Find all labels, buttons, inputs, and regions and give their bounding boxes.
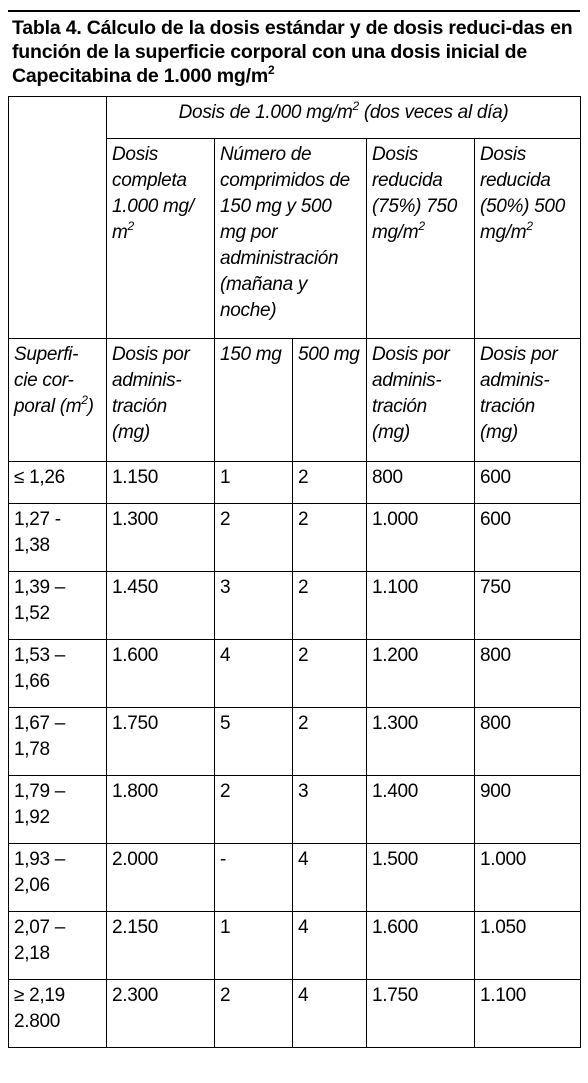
cell-surface-line: ≤ 1,26: [14, 467, 65, 488]
cell-surface-line: ≥ 2,19: [14, 985, 65, 1006]
subheader-dose-admin-50: Dosis por adminis-tración (mg): [475, 339, 581, 462]
cell-full-dose: 1.600: [107, 640, 215, 708]
cell-reduced-75: 1.100: [367, 572, 475, 640]
cell-reduced-75: 1.500: [367, 844, 475, 912]
table-row: [9, 912, 581, 980]
cell-tablets-500: 2: [293, 504, 367, 572]
table-row: [9, 980, 581, 1048]
cell-surface: [9, 980, 107, 1048]
cell-tablets-150: 1: [215, 462, 293, 504]
cell-tablets-500: 3: [293, 776, 367, 844]
header-full-dose: [107, 139, 215, 339]
cell-full-dose: 2.300: [107, 980, 215, 1048]
cell-reduced-50: 1.000: [475, 844, 581, 912]
table-row: [9, 462, 581, 504]
cell-surface: [9, 572, 107, 640]
subheader-surface-sup: 2: [81, 393, 88, 407]
header-group-dose-suffix: (dos veces al día): [358, 102, 509, 123]
cell-surface-line: 1,39 –: [14, 577, 66, 598]
subheader-150mg: 150 mg: [215, 339, 293, 462]
subheader-500mg: 500 mg: [293, 339, 367, 462]
dose-table: [8, 96, 581, 1048]
cell-tablets-500: 2: [293, 640, 367, 708]
cell-tablets-150: 2: [215, 504, 293, 572]
cell-surface-line: 1,92: [14, 807, 50, 828]
cell-surface-line: 2,18: [14, 943, 50, 964]
cell-tablets-500: 2: [293, 708, 367, 776]
header-group-dose: [107, 97, 581, 139]
table-row: [9, 504, 581, 572]
cell-surface-line: 1,79 –: [14, 781, 66, 802]
cell-full-dose: 1.450: [107, 572, 215, 640]
cell-surface: [9, 640, 107, 708]
table-row: [9, 708, 581, 776]
cell-surface: [9, 776, 107, 844]
dose-table-body: [9, 97, 581, 1048]
cell-surface-line: 2,07 –: [14, 917, 66, 938]
header-reduced-50-sup: 2: [526, 219, 533, 233]
header-reduced-50: [475, 139, 581, 339]
header-row-group: [9, 97, 581, 139]
cell-reduced-50: 900: [475, 776, 581, 844]
cell-surface-line: 1,53 –: [14, 645, 66, 666]
cell-tablets-150: 5: [215, 708, 293, 776]
cell-surface-line: 1,78: [14, 739, 50, 760]
cell-surface-line: 1,66: [14, 671, 50, 692]
header-reduced-75: [367, 139, 475, 339]
cell-surface: [9, 504, 107, 572]
cell-tablets-500: 2: [293, 572, 367, 640]
header-reduced-75-text: Dosis reducida (75%) 750 mg/m: [372, 144, 457, 243]
header-full-dose-text: Dosis completa 1.000 mg/ m: [112, 144, 194, 243]
table-caption: [8, 10, 580, 96]
cell-reduced-50: 1.100: [475, 980, 581, 1048]
header-tablets-text: Número de comprimidos de 150 mg y 500 mg por administración (mañana y noche): [220, 144, 350, 321]
cell-tablets-150: -: [215, 844, 293, 912]
table-caption-superscript: 2: [267, 63, 275, 77]
cell-surface: [9, 708, 107, 776]
cell-tablets-500: 2: [293, 462, 367, 504]
subheader-dose-admin: Dosis por adminis-tración (mg): [107, 339, 215, 462]
cell-tablets-150: 4: [215, 640, 293, 708]
cell-reduced-50: 800: [475, 708, 581, 776]
cell-tablets-150: 1: [215, 912, 293, 980]
cell-reduced-75: 1.300: [367, 708, 475, 776]
cell-tablets-150: 2: [215, 980, 293, 1048]
header-corner-cell: [9, 97, 107, 339]
cell-reduced-75: 1.200: [367, 640, 475, 708]
table-row: [9, 844, 581, 912]
table-caption-text: Tabla 4. Cálculo de la dosis estándar y de dosis reduci-das en función de la superficie corporal con una dosis inicial de Capecitabina de 1.000 mg/m: [12, 17, 573, 87]
cell-surface-line: 2,06: [14, 875, 50, 896]
subheader-surface-suffix: ): [87, 396, 94, 417]
cell-surface-line: 1,27 -: [14, 509, 61, 530]
cell-surface: [9, 844, 107, 912]
cell-full-dose: 2.000: [107, 844, 215, 912]
cell-tablets-500: 4: [293, 912, 367, 980]
cell-tablets-500: 4: [293, 844, 367, 912]
cell-reduced-75: 1.000: [367, 504, 475, 572]
subheader-surface-text: Superfi-cie cor-poral (m: [14, 344, 82, 417]
cell-surface: [9, 912, 107, 980]
header-group-dose-sup: 2: [352, 99, 359, 113]
cell-reduced-50: 600: [475, 504, 581, 572]
cell-full-dose: 1.750: [107, 708, 215, 776]
cell-reduced-50: 600: [475, 462, 581, 504]
header-full-dose-sup: 2: [127, 219, 134, 233]
cell-reduced-75: 800: [367, 462, 475, 504]
cell-surface-line: 1,93 –: [14, 849, 66, 870]
cell-surface-line: 1,52: [14, 603, 50, 624]
cell-surface-line: 1,67 –: [14, 713, 66, 734]
cell-tablets-150: 3: [215, 572, 293, 640]
subheader-surface: [9, 339, 107, 462]
subheader-dose-admin-75: Dosis por adminis-tración (mg): [367, 339, 475, 462]
cell-reduced-75: 1.750: [367, 980, 475, 1048]
cell-surface-line: 1,38: [14, 535, 50, 556]
cell-full-dose: 1.300: [107, 504, 215, 572]
cell-reduced-50: 1.050: [475, 912, 581, 980]
subheader-row: [9, 339, 581, 462]
cell-full-dose: 1.150: [107, 462, 215, 504]
cell-tablets-500: 4: [293, 980, 367, 1048]
header-reduced-75-sup: 2: [418, 219, 425, 233]
table-row: [9, 776, 581, 844]
header-group-dose-text: Dosis de 1.000 mg/m: [178, 102, 353, 123]
table-row: [9, 572, 581, 640]
cell-reduced-75: 1.400: [367, 776, 475, 844]
cell-full-dose: 1.800: [107, 776, 215, 844]
cell-reduced-50: 750: [475, 572, 581, 640]
table-row: [9, 640, 581, 708]
cell-reduced-50: 800: [475, 640, 581, 708]
header-tablets: [215, 139, 367, 339]
header-reduced-50-text: Dosis reducida (50%) 500 mg/m: [480, 144, 565, 243]
cell-full-dose: 2.150: [107, 912, 215, 980]
cell-surface: [9, 462, 107, 504]
cell-surface-line: 2.800: [14, 1011, 61, 1032]
cell-tablets-150: 2: [215, 776, 293, 844]
cell-reduced-75: 1.600: [367, 912, 475, 980]
